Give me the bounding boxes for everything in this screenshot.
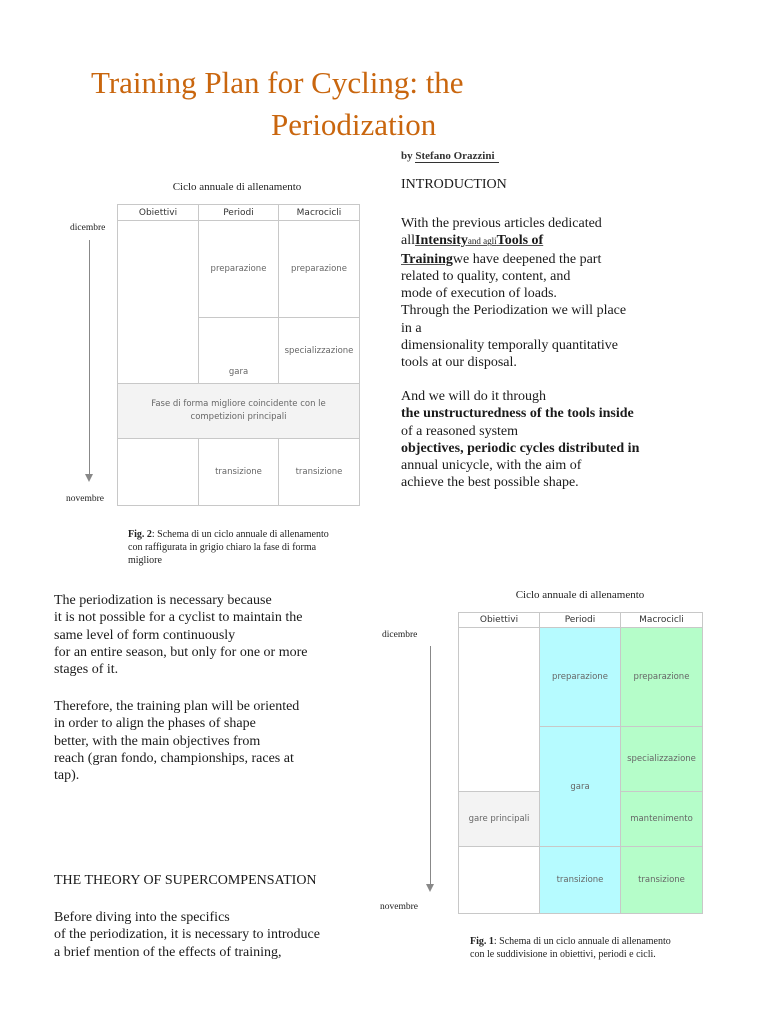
fig1-title: Ciclo annuale di allenamento xyxy=(515,589,645,601)
figure-2 xyxy=(60,178,370,568)
fig2-header-obiettivi: Obiettivi xyxy=(117,204,199,221)
fig2-month-bottom: novembre xyxy=(66,494,104,504)
intro-p2-line: of a reasoned system xyxy=(401,423,519,439)
text-fragment: we have deepened the part xyxy=(452,251,602,267)
paragraph-line: of the periodization, it is necessary to introduce xyxy=(54,927,320,943)
supercompensation-paragraph xyxy=(54,909,374,961)
intro-p2-line: And we will do it through xyxy=(401,389,547,404)
fig2-cell-transizione-macro: transizione xyxy=(278,438,360,506)
byline-prefix: by xyxy=(401,150,413,162)
paragraph-line: better, with the main objectives from xyxy=(54,733,261,749)
fig2-caption-line: : Schema di un ciclo annuale di allenamento xyxy=(151,529,329,540)
fig2-caption xyxy=(128,528,378,567)
fig2-obiettivi-upper xyxy=(117,220,199,384)
fig1-cell-gare-principali: gare principali xyxy=(458,791,540,847)
text-fragment: all xyxy=(401,233,415,249)
intro-p2-line: objectives, periodic cycles distributed in xyxy=(401,440,640,456)
fig1-header-macrocicli: Macrocicli xyxy=(620,612,703,628)
intro-p1-line: tools at our disposal. xyxy=(401,355,517,371)
fig2-timeline-arrow xyxy=(89,240,90,476)
down-arrow-icon xyxy=(85,474,93,482)
paragraph-line: Before diving into the specifics xyxy=(54,910,230,925)
fig2-cell-preparazione-macro: preparazione xyxy=(278,220,360,318)
fig2-caption-line: migliore xyxy=(128,555,162,566)
fig1-obiettivi-lower xyxy=(458,846,540,914)
paragraph-line: in order to align the phases of shape xyxy=(54,716,256,732)
intro-p1-line: mode of execution of loads. xyxy=(401,286,557,302)
supercompensation-heading: THE THEORY OF SUPERCOMPENSATION xyxy=(54,873,317,888)
intro-p1-line xyxy=(401,251,731,268)
tools-link[interactable]: Tools of xyxy=(496,233,544,249)
fig2-cell-transizione-periodi: transizione xyxy=(198,438,279,506)
intro-p2-line: annual unicycle, with the aim of xyxy=(401,458,582,474)
intro-p1-line: With the previous articles dedicated xyxy=(401,216,602,231)
training-link[interactable]: Training xyxy=(401,251,453,267)
page-title-line-1: Training Plan for Cycling: the xyxy=(91,65,464,100)
intro-p1-line: Through the Periodization we will place xyxy=(401,303,627,319)
paragraph-line: a brief mention of the effects of training, xyxy=(54,944,282,960)
fig2-month-top: dicembre xyxy=(70,223,106,233)
fig1-caption xyxy=(470,935,715,961)
periodization-paragraph-1 xyxy=(54,592,374,678)
fig1-obiettivi-upper xyxy=(458,627,540,792)
fig1-month-bottom: novembre xyxy=(380,902,418,912)
paragraph-line: same level of form continuously xyxy=(54,627,236,643)
intro-paragraph-2 xyxy=(401,388,741,492)
byline xyxy=(401,150,499,162)
paragraph-line: reach (gran fondo, championships, races at xyxy=(54,750,294,766)
paragraph-line: The periodization is necessary because xyxy=(54,593,272,608)
fig1-caption-line: : Schema di un ciclo annuale di allenamento xyxy=(493,936,671,947)
fig2-caption-label: Fig. 2 xyxy=(128,529,152,540)
intro-p1-line: in a xyxy=(401,320,422,336)
intro-p1-line: dimensionality temporally quantitative xyxy=(401,338,618,354)
fig1-cell-transizione-periodi: transizione xyxy=(539,846,621,914)
fig1-cell-mantenimento: mantenimento xyxy=(620,791,703,847)
fig1-cell-preparazione-periodi: preparazione xyxy=(539,627,621,727)
paragraph-line: for an entire season, but only for one or more xyxy=(54,644,308,660)
periodization-paragraph-2 xyxy=(54,698,374,784)
fig1-cell-specializzazione: specializzazione xyxy=(620,726,703,792)
paragraph-line: stages of it. xyxy=(54,662,119,678)
fig2-cell-fase-forma: Fase di forma migliore coincidente con le competizioni principali xyxy=(117,383,360,439)
fig1-cell-transizione-macro: transizione xyxy=(620,846,703,914)
fig1-month-top: dicembre xyxy=(382,630,418,640)
fig2-caption-line: con raffigurata in grigio chiaro la fase di forma xyxy=(128,542,317,553)
intro-p1-line: related to quality, content, and xyxy=(401,268,571,284)
intro-p2-line: the unstructuredness of the tools inside xyxy=(401,406,634,422)
paragraph-line: tap). xyxy=(54,768,80,784)
fig2-obiettivi-lower xyxy=(117,438,199,506)
fig1-timeline-arrow xyxy=(430,646,431,886)
fig1-cell-gara: gara xyxy=(539,726,621,847)
page-title-line-2: Periodization xyxy=(271,107,437,142)
intensity-link[interactable]: Intensity xyxy=(415,233,468,249)
intro-p2-line: achieve the best possible shape. xyxy=(401,475,579,491)
fig2-header-periodi: Periodi xyxy=(198,204,279,221)
fig1-header-obiettivi: Obiettivi xyxy=(458,612,540,628)
intro-p1-line xyxy=(401,232,731,250)
down-arrow-icon xyxy=(426,884,434,892)
paragraph-line: it is not possible for a cyclist to maintain the xyxy=(54,610,303,626)
fig1-caption-line: con le suddivisione in obiettivi, periodi e cicli. xyxy=(470,949,656,960)
fig1-header-periodi: Periodi xyxy=(539,612,621,628)
author-name: Stefano Orazzini xyxy=(415,150,498,163)
paragraph-line: Therefore, the training plan will be oriented xyxy=(54,699,300,714)
intro-paragraph-1 xyxy=(401,215,731,372)
fig2-cell-preparazione-periodi: preparazione xyxy=(198,220,279,318)
text-fragment: and agli xyxy=(467,236,497,247)
intro-heading: INTRODUCTION xyxy=(401,177,507,192)
fig2-title: Ciclo annuale di allenamento xyxy=(172,181,302,193)
figure-1 xyxy=(376,586,716,966)
fig1-cell-preparazione-macro: preparazione xyxy=(620,627,703,727)
fig2-cell-gara: gara xyxy=(198,317,279,384)
fig2-header-macrocicli: Macrocicli xyxy=(278,204,360,221)
fig1-caption-label: Fig. 1 xyxy=(470,936,494,947)
fig2-cell-specializzazione: specializzazione xyxy=(278,317,360,384)
